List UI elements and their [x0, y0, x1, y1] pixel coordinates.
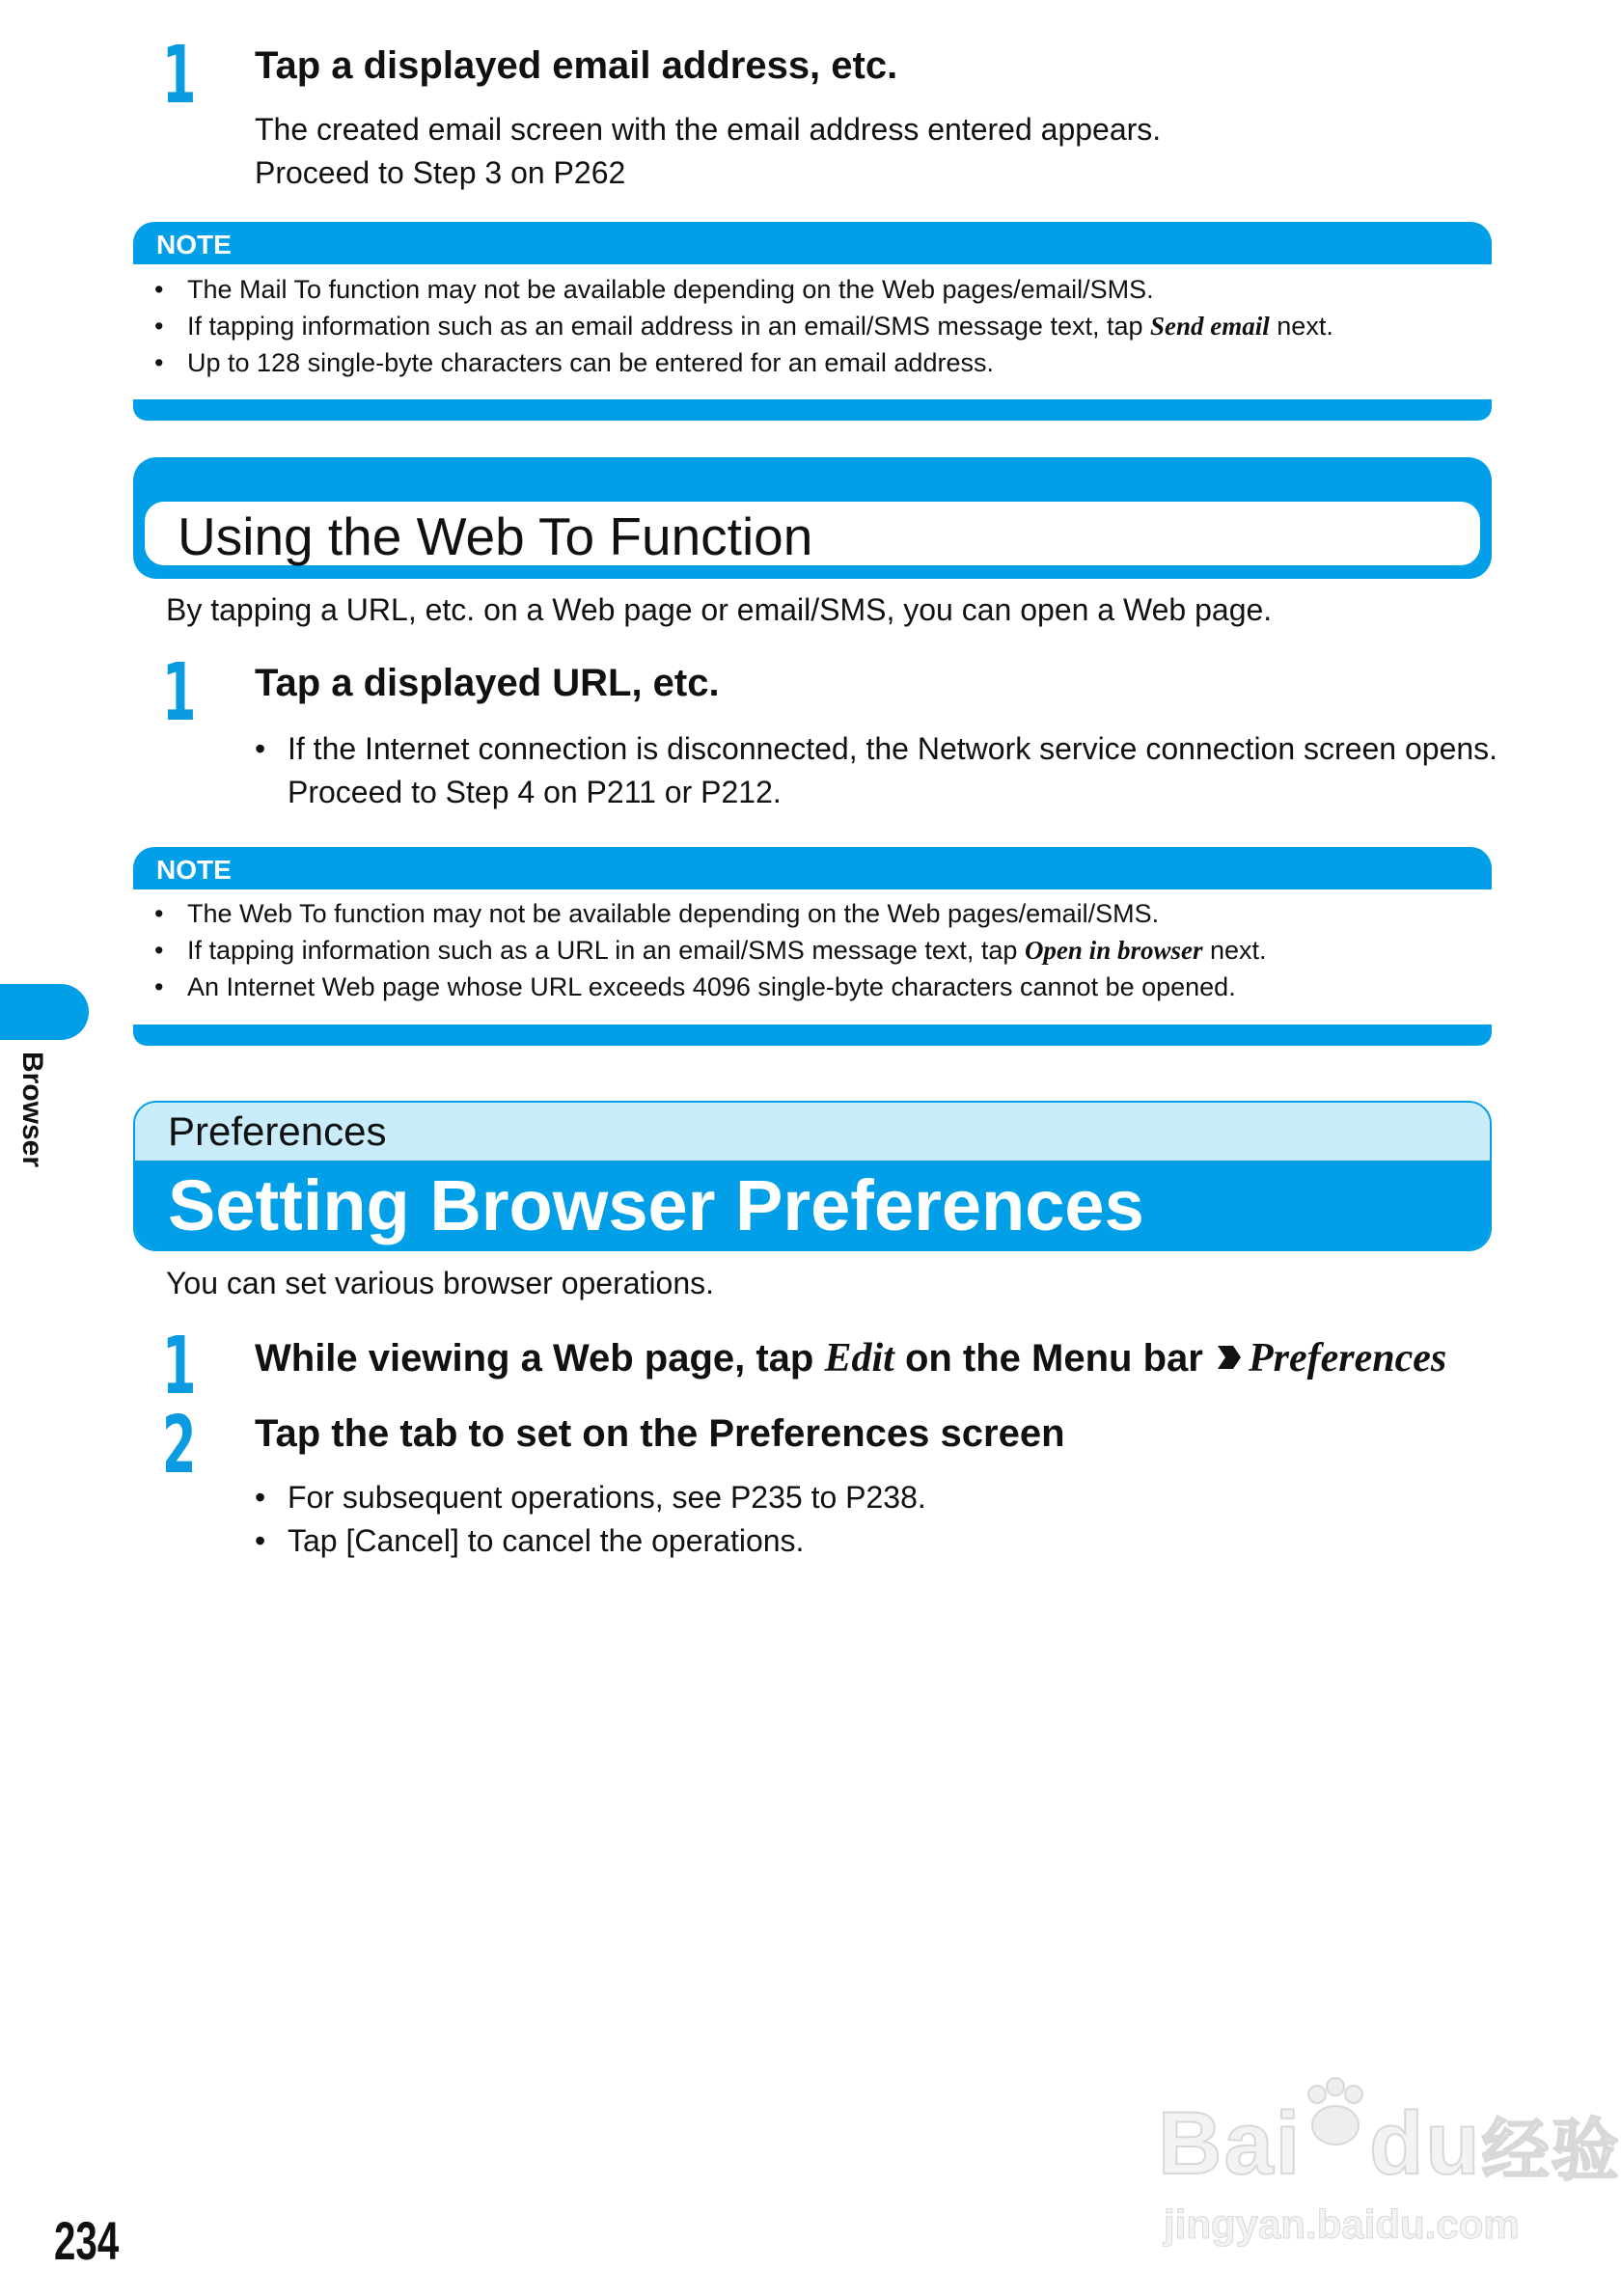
note-item: • Up to 128 single-byte characters can be entered for an email address. — [152, 344, 1484, 381]
command-name: Send email — [1150, 312, 1270, 341]
step-title: Tap a displayed URL, etc. — [255, 662, 720, 704]
paw-icon — [1302, 2072, 1369, 2173]
section-title: Using the Web To Function — [178, 506, 813, 566]
note-list — [152, 271, 1484, 381]
step-description — [255, 108, 1161, 195]
chapter-tab — [0, 984, 89, 1040]
step-bullet-line: Proceed to Step 4 on P211 or P212. — [288, 775, 782, 809]
preferences-category: Preferences — [168, 1108, 387, 1154]
watermark-logo: Bai du经验 — [1158, 2093, 1621, 2195]
step-bullet-line: For subsequent operations, see P235 to P238. — [288, 1480, 926, 1515]
preferences-header — [133, 1101, 1492, 1251]
page-number: 234 — [54, 2210, 120, 2271]
bullet-icon: • — [255, 731, 266, 766]
step-number: 1 — [162, 1321, 197, 1412]
section-intro: By tapping a URL, etc. on a Web page or email/SMS, you can open a Web page. — [166, 592, 1273, 627]
step-number: 1 — [162, 647, 197, 739]
note-header — [133, 222, 1492, 264]
bullet-icon: • — [255, 1480, 266, 1515]
preferences-intro: You can set various browser operations. — [166, 1266, 715, 1300]
bullet-icon: • — [255, 1523, 266, 1558]
command-name: Edit — [824, 1336, 894, 1380]
preferences-title-bar — [135, 1161, 1490, 1251]
preferences-title: Setting Browser Preferences — [168, 1165, 1144, 1245]
note-item: • If tapping information such as a URL in an email/SMS message text, tap Open in browser next. — [152, 932, 1484, 969]
step-bullet — [255, 727, 1497, 814]
note-footer — [133, 1025, 1492, 1046]
command-name: Open in browser — [1024, 936, 1203, 965]
note-item: • The Web To function may not be available depending on the Web pages/email/SMS. — [152, 895, 1484, 932]
step-bullet-line: If the Internet connection is disconnected, the Network service connection screen opens. — [288, 731, 1498, 766]
watermark-url: jingyan.baidu.com — [1164, 2201, 1520, 2247]
arrow-right-icon — [1214, 1339, 1243, 1382]
chapter-tab-label: Browser — [16, 1052, 48, 1168]
section-header-inner — [145, 502, 1480, 565]
step-description-line: Proceed to Step 3 on P262 — [255, 155, 626, 190]
step-title: Tap the tab to set on the Preferences screen — [255, 1412, 1065, 1455]
step-number: 1 — [162, 30, 197, 122]
command-name: Preferences — [1248, 1336, 1447, 1380]
note-label: NOTE — [156, 230, 232, 260]
note-item: • The Mail To function may not be available depending on the Web pages/email/SMS. — [152, 271, 1484, 308]
note-list — [152, 895, 1484, 1005]
section-header — [133, 457, 1492, 579]
step-title: Tap a displayed email address, etc. — [255, 44, 898, 87]
preferences-category-bar — [135, 1103, 1490, 1161]
note-item: • If tapping information such as an email address in an email/SMS message text, tap Send email next. — [152, 308, 1484, 344]
step-number: 2 — [162, 1400, 197, 1491]
step-title: While viewing a Web page, tap Edit on the Menu bar Preferences — [255, 1336, 1447, 1380]
step-description-line: The created email screen with the email address entered appears. — [255, 112, 1162, 147]
note-header — [133, 847, 1492, 889]
step-bullets — [255, 1476, 926, 1563]
step-bullet-line: Tap [Cancel] to cancel the operations. — [288, 1523, 805, 1558]
note-item: • An Internet Web page whose URL exceeds 4096 single-byte characters cannot be opened. — [152, 969, 1484, 1005]
note-footer — [133, 399, 1492, 421]
note-label: NOTE — [156, 855, 232, 885]
